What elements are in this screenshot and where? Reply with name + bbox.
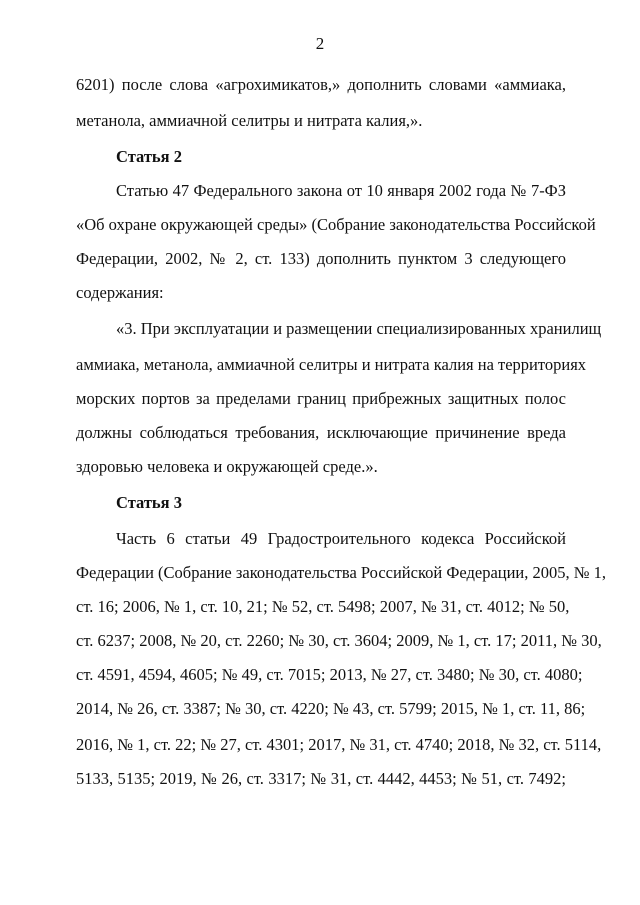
page-number: 2 <box>315 34 325 53</box>
paragraph-4-line-3: ст. 16; 2006, № 1, ст. 10, 21; № 52, ст. 5498; 2007, № 31, ст. 4012; № 50, <box>76 597 570 616</box>
paragraph-2-line-3: Федерации, 2002, № 2, ст. 133) дополнить пунктом 3 следующего <box>76 249 566 268</box>
paragraph-3-line-2: аммиака, метанола, аммиачной селитры и нитрата калия на территориях <box>76 355 587 374</box>
paragraph-3-line-1: «3. При эксплуатации и размещении специализированных хранилищ <box>116 319 602 338</box>
paragraph-2-line-4: содержания: <box>76 283 164 302</box>
paragraph-4-line-1: Часть 6 статьи 49 Градостроительного кодекса Российской <box>116 529 566 548</box>
article-2-heading: Статья 2 <box>116 147 182 166</box>
paragraph-2-line-2: «Об охране окружающей среды» (Собрание законодательства Российской <box>76 215 596 234</box>
paragraph-3-line-3: морских портов за пределами границ прибрежных защитных полос <box>76 389 566 408</box>
paragraph-4-line-6: 2014, № 26, ст. 3387; № 30, ст. 4220; № 43, ст. 5799; 2015, № 1, ст. 11, 86; <box>76 699 586 718</box>
paragraph-4-line-5: ст. 4591, 4594, 4605; № 49, ст. 7015; 2013, № 27, ст. 3480; № 30, ст. 4080; <box>76 665 583 684</box>
paragraph-4-line-8: 5133, 5135; 2019, № 26, ст. 3317; № 31, ст. 4442, 4453; № 51, ст. 7492; <box>76 769 566 788</box>
paragraph-4-line-7: 2016, № 1, ст. 22; № 27, ст. 4301; 2017, № 31, ст. 4740; 2018, № 32, ст. 5114, <box>76 735 602 754</box>
paragraph-1-line-2: метанола, аммиачной селитры и нитрата калия,». <box>76 111 423 130</box>
paragraph-2-line-1: Статью 47 Федерального закона от 10 января 2002 года № 7-ФЗ <box>116 181 566 200</box>
paragraph-4-line-2: Федерации (Собрание законодательства Российской Федерации, 2005, № 1, <box>76 563 606 582</box>
paragraph-4-line-4: ст. 6237; 2008, № 20, ст. 2260; № 30, ст. 3604; 2009, № 1, ст. 17; 2011, № 30, <box>76 631 602 650</box>
paragraph-3-line-5: здоровью человека и окружающей среде.». <box>76 457 378 476</box>
article-3-heading: Статья 3 <box>116 493 182 512</box>
paragraph-3-line-4: должны соблюдаться требования, исключающие причинение вреда <box>76 423 566 442</box>
paragraph-1-line-1: 6201) после слова «агрохимикатов,» дополнить словами «аммиака, <box>76 75 566 94</box>
